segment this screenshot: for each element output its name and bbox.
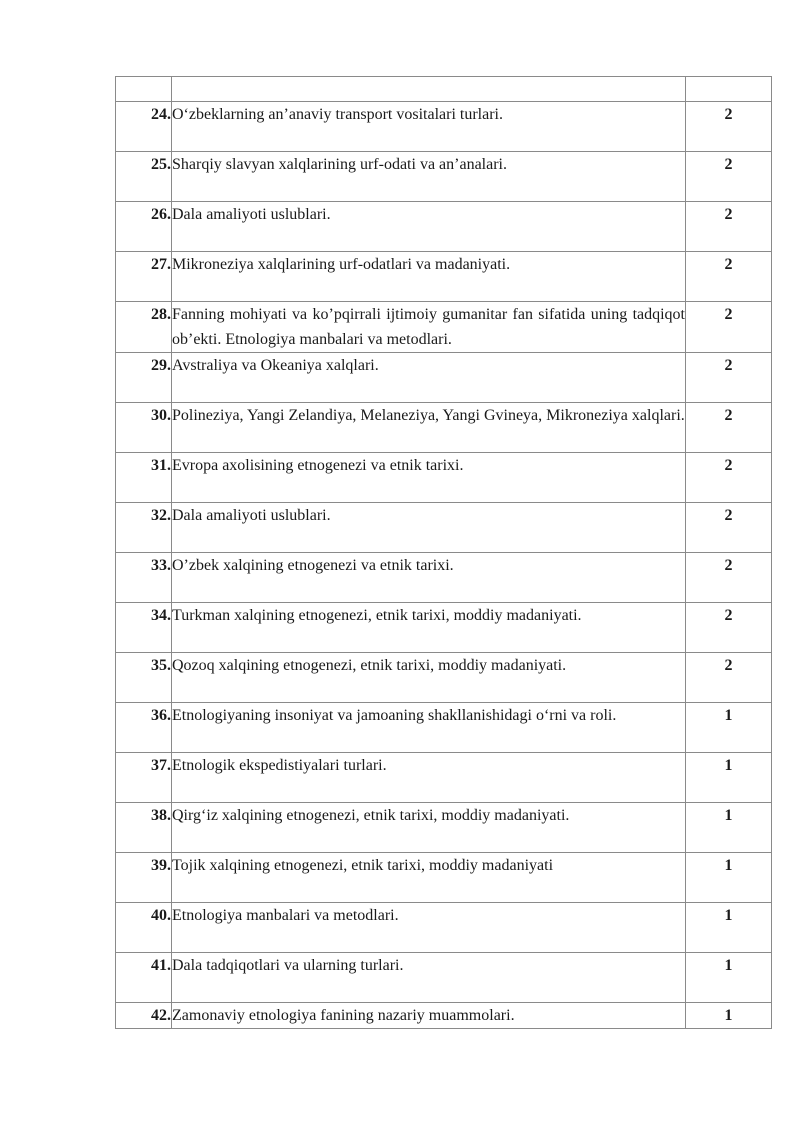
row-number: 34. — [116, 603, 172, 653]
row-topic: O’zbek xalqining etnogenezi va etnik tarixi. — [172, 553, 686, 603]
row-number: 28. — [116, 302, 172, 353]
topics-table — [115, 76, 772, 1029]
row-hours: 2 — [686, 503, 772, 553]
row-number: 29. — [116, 353, 172, 403]
row-topic: Dala amaliyoti uslublari. — [172, 503, 686, 553]
row-hours: 2 — [686, 202, 772, 252]
row-topic: O‘zbeklarning an’anaviy transport vositalari turlari. — [172, 102, 686, 152]
row-number: 35. — [116, 653, 172, 703]
header-cell-hours — [686, 77, 772, 102]
table-row — [116, 903, 772, 953]
row-topic: Etnologiyaning insoniyat va jamoaning shakllanishidagi o‘rni va roli. — [172, 703, 686, 753]
row-number: 26. — [116, 202, 172, 252]
row-topic: Etnologiya manbalari va metodlari. — [172, 903, 686, 953]
row-number: 38. — [116, 803, 172, 853]
table-row — [116, 753, 772, 803]
table-row — [116, 953, 772, 1003]
table-header-row — [116, 77, 772, 102]
row-hours: 2 — [686, 403, 772, 453]
row-number: 33. — [116, 553, 172, 603]
row-number: 31. — [116, 453, 172, 503]
row-hours: 1 — [686, 953, 772, 1003]
row-hours: 2 — [686, 553, 772, 603]
row-topic: Fanning mohiyati va ko’pqirrali ijtimoiy gumanitar fan sifatida uning tadqiqot ob’ekti. Etnologiya manbalari va metodlari. — [172, 302, 686, 353]
row-number: 25. — [116, 152, 172, 202]
table-row — [116, 252, 772, 302]
row-hours: 2 — [686, 353, 772, 403]
header-cell-topic — [172, 77, 686, 102]
row-topic: Turkman xalqining etnogenezi, etnik tarixi, moddiy madaniyati. — [172, 603, 686, 653]
row-hours: 2 — [686, 102, 772, 152]
row-number: 42. — [116, 1003, 172, 1029]
row-hours: 2 — [686, 603, 772, 653]
row-hours: 1 — [686, 853, 772, 903]
row-hours: 2 — [686, 653, 772, 703]
row-topic: Dala tadqiqotlari va ularning turlari. — [172, 953, 686, 1003]
row-number: 32. — [116, 503, 172, 553]
row-number: 40. — [116, 903, 172, 953]
row-topic: Polineziya, Yangi Zelandiya, Melaneziya, Yangi Gvineya, Mikroneziya xalqlari. — [172, 403, 686, 453]
row-hours: 2 — [686, 302, 772, 353]
row-topic: Avstraliya va Okeaniya xalqlari. — [172, 353, 686, 403]
row-hours: 2 — [686, 453, 772, 503]
row-number: 27. — [116, 252, 172, 302]
table-row — [116, 453, 772, 503]
row-topic: Mikroneziya xalqlarining urf-odatlari va madaniyati. — [172, 252, 686, 302]
row-topic: Zamonaviy etnologiya fanining nazariy muammolari. — [172, 1003, 686, 1029]
table-row — [116, 302, 772, 353]
row-hours: 1 — [686, 703, 772, 753]
row-hours: 1 — [686, 803, 772, 853]
row-topic: Dala amaliyoti uslublari. — [172, 202, 686, 252]
row-hours: 1 — [686, 903, 772, 953]
header-cell-num — [116, 77, 172, 102]
table-row — [116, 202, 772, 252]
row-number: 24. — [116, 102, 172, 152]
row-number: 41. — [116, 953, 172, 1003]
table-row — [116, 853, 772, 903]
row-number: 39. — [116, 853, 172, 903]
table-row — [116, 703, 772, 753]
topics-table-body — [116, 77, 772, 1029]
row-number: 30. — [116, 403, 172, 453]
table-row — [116, 102, 772, 152]
table-row — [116, 603, 772, 653]
row-number: 36. — [116, 703, 172, 753]
table-row — [116, 152, 772, 202]
row-hours: 1 — [686, 1003, 772, 1029]
row-topic: Etnologik ekspedistiyalari turlari. — [172, 753, 686, 803]
table-row — [116, 503, 772, 553]
row-topic: Tojik xalqining etnogenezi, etnik tarixi, moddiy madaniyati — [172, 853, 686, 903]
table-row — [116, 403, 772, 453]
row-topic: Qirg‘iz xalqining etnogenezi, etnik tarixi, moddiy madaniyati. — [172, 803, 686, 853]
row-number: 37. — [116, 753, 172, 803]
table-row — [116, 653, 772, 703]
table-row — [116, 553, 772, 603]
row-hours: 2 — [686, 152, 772, 202]
table-row — [116, 803, 772, 853]
row-hours: 2 — [686, 252, 772, 302]
table-row — [116, 353, 772, 403]
row-topic: Qozoq xalqining etnogenezi, etnik tarixi, moddiy madaniyati. — [172, 653, 686, 703]
table-row — [116, 1003, 772, 1029]
row-topic: Sharqiy slavyan xalqlarining urf-odati va an’analari. — [172, 152, 686, 202]
row-topic: Evropa axolisining etnogenezi va etnik tarixi. — [172, 453, 686, 503]
row-hours: 1 — [686, 753, 772, 803]
